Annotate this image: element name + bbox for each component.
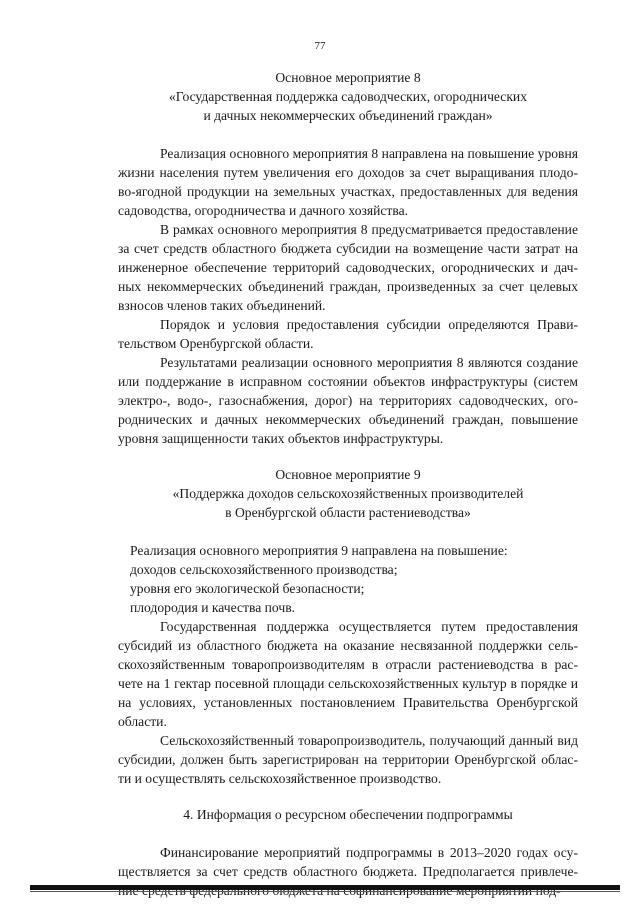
section-9-list-item: уровня его экологической безопасности; [130,581,365,596]
section-8-paragraph: В рамках основного мероприятия 8 предусматривается предоставление за счет средств областного бюджета субсидии на возмещение части затрат на инженерное обеспечение территорий садоводческих, огороднических и дач-ных некоммерческих объединений граждан, произведенных за счет целевых взносов членов таких объединений. [118,222,578,313]
section-9-list-item: плодородия и качества почв. [130,600,296,615]
section-9-intro: Реализация основного мероприятия 9 направлена на повышение: [130,543,508,558]
section-9-list-item: доходов сельскохозяйственного производства; [130,562,398,577]
section-8-paragraph: Порядок и условия предоставления субсидии определяются Прави-тельством Оренбургской области. [118,317,578,351]
section-9-heading [118,465,578,522]
section-8-paragraph: Реализация основного мероприятия 8 направлена на повышение уровня жизни населения путем увеличения его доходов за счет выращивания плодо-во-ягодной продукции на земельных участках, предоставленных для ведения садоводства, огородничества и дачного хозяйства. [118,146,578,218]
section-4-heading: 4. Информация о ресурсном обеспечении подпрограммы [183,807,513,822]
section-9-paragraph: Государственная поддержка осуществляется путем предоставления субсидий из областного бюджета на оказание несвязанной поддержки сель-скохозяйственным товаропроизводителям в отрасли растениеводства в рас-чете на 1 гектар посевной площади сельскохозяйственных культур в порядке и на условиях, установленных постановлением Правительства Оренбургской области. [118,619,578,729]
section-8-paragraph: Результатами реализации основного мероприятия 8 являются создание или поддержание в исправном состоянии объектов инфраструктуры (систем электро-, водо-, газоснабжения, дорог) на территориях садоводческих, ого-роднических и дачных некоммерческих объединений граждан, повышение уровня защищенности таких объектов инфраструктуры. [118,355,578,446]
section-4-paragraph: Финансирование мероприятий подпрограммы в 2013–2020 годах осу-ществляется за счет средств областного бюджета. Предполагается привлече- [118,845,578,879]
section-8-heading [118,68,578,125]
section-9-heading-line: в Оренбургской области растениеводства» [225,505,471,520]
section-9-heading-line: «Поддержка доходов сельскохозяйственных производителей [172,486,524,501]
scan-bottom-border-thin [30,891,620,892]
page-number: 77 [314,40,326,52]
section-8-heading-line: Основное мероприятие 8 [275,70,421,85]
section-8-heading-line: «Государственная поддержка садоводческих, огороднических [168,89,527,104]
section-8-heading-line: и дачных некоммерческих объединений граждан» [203,108,493,123]
section-9-heading-line: Основное мероприятие 9 [275,467,421,482]
scan-bottom-border [30,885,620,890]
document-body [118,68,578,900]
section-9-paragraph: Сельскохозяйственный товаропроизводитель, получающий данный вид субсидии, должен быть зарегистрирован на территории Оренбургской облас-ти и осуществлять сельскохозяйственное производство. [118,733,578,786]
